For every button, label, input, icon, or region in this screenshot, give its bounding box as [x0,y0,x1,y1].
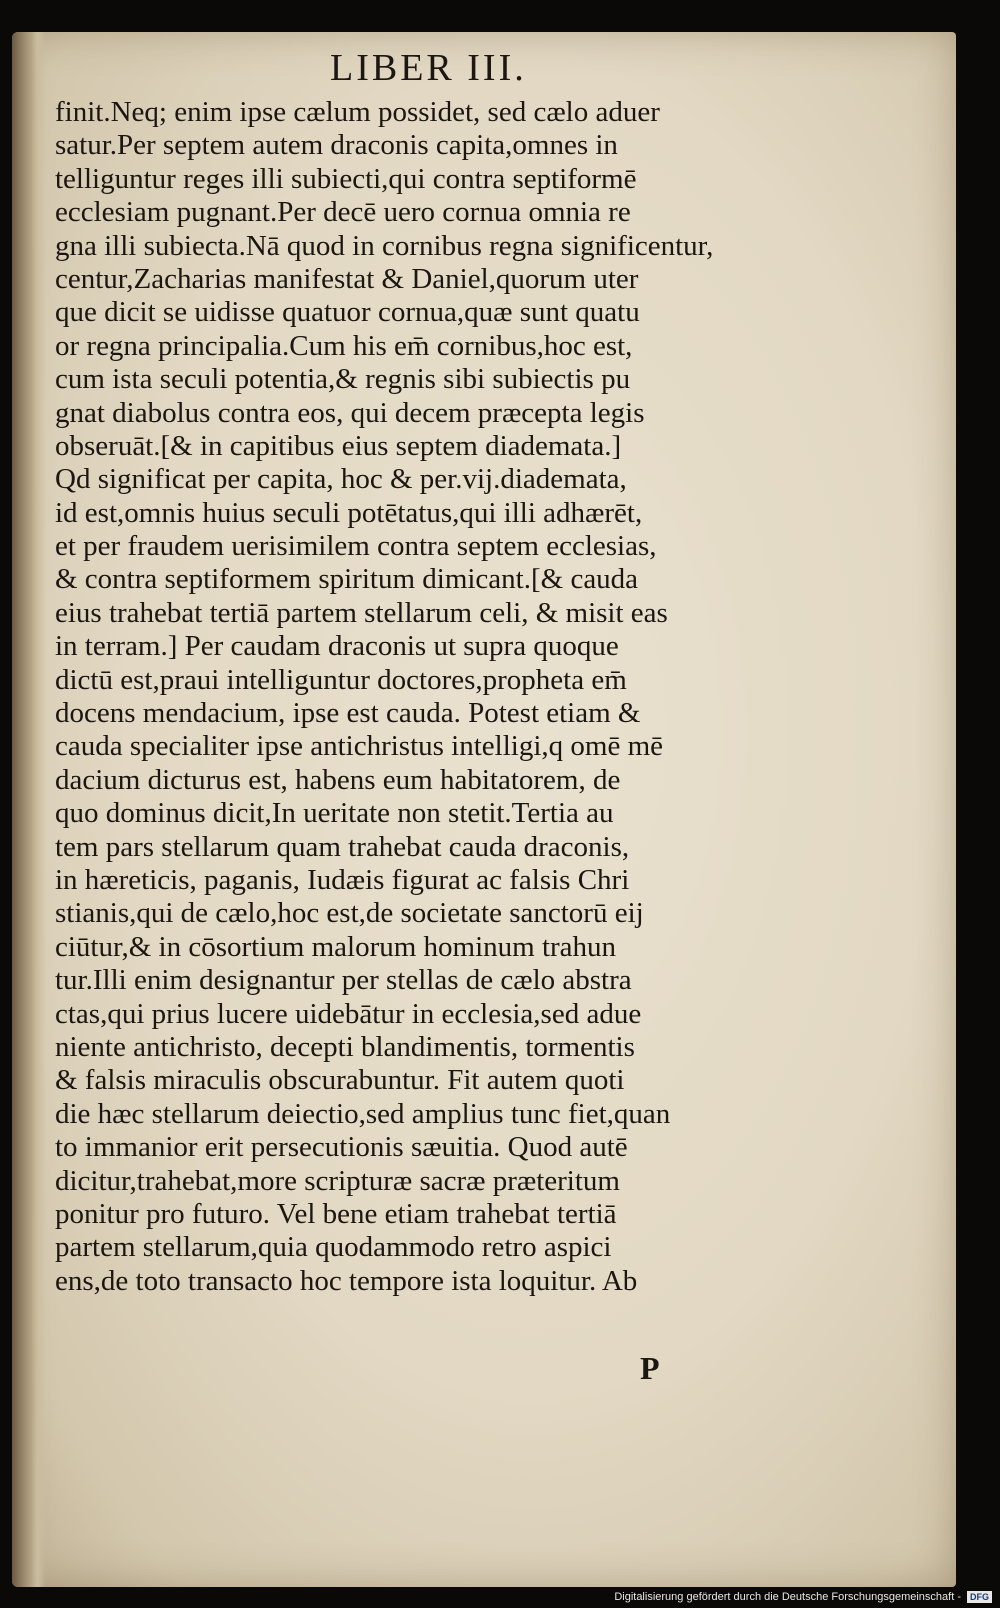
dfg-logo: DFG [967,1591,992,1603]
text-line: cum ista seculi potentia,& regnis sibi subiectis pu [55,363,631,396]
text-line: dacium dicturus est, habens eum habitatorem, de [55,763,621,796]
text-line: centur,Zacharias manifestat & Daniel,quorum uter [55,262,639,295]
text-line: tem pars stellarum quam trahebat cauda draconis, [55,830,630,863]
text-line: to immanior erit persecutionis sæuitia. Quod autē [55,1131,628,1164]
text-line: satur.Per septem autem draconis capita,omnes in [55,129,618,162]
page-binding-edge [12,32,46,1587]
text-line: ctas,qui prius lucere uidebātur in ecclesia,sed adue [55,997,642,1030]
text-line: gnat diabolus contra eos, qui decem præcepta legis [55,396,645,429]
text-line: & contra septiformem spiritum dimicant.[& cauda [55,563,639,596]
text-line: ecclesiam pugnant.Per decē uero cornua omnia re [55,196,631,229]
page-running-header: LIBER III. [330,47,527,89]
text-line: or regna principalia.Cum his em̄ cornibus,hoc est, [55,329,633,362]
text-line: in terram.] Per caudam draconis ut supra quoque [55,630,619,663]
text-line: et per fraudem uerisimilem contra septem ecclesias, [55,530,657,563]
text-line: partem stellarum,quia quodammodo retro aspici [55,1231,612,1264]
text-line: die hæc stellarum deiectio,sed amplius tunc fiet,quan [55,1097,671,1130]
text-line: id est,omnis huius seculi potētatus,qui illi adhærēt, [55,496,643,529]
text-line: ponitur pro futuro. Vel bene etiam trahebat tertiā [55,1197,617,1230]
page-body-text [55,96,915,1298]
text-line: finit.Neq; enim ipse cælum possidet, sed cælo aduer [55,96,660,128]
text-line: gna illi subiecta.Nā quod in cornibus regna significentur, [55,229,714,262]
text-line: Qd significat per capita, hoc & per.vij.diademata, [55,463,627,496]
text-line: que dicit se uidisse quatuor cornua,quæ sunt quatu [55,296,640,329]
text-line: & falsis miraculis obscurabuntur. Fit autem quoti [55,1064,625,1097]
text-line: dictū est,praui intelliguntur doctores,propheta em̄ [55,663,627,696]
text-line: stianis,qui de cælo,hoc est,de societate sanctorū eij [55,897,644,930]
text-line: quo dominus dicit,In ueritate non stetit.Tertia au [55,797,614,830]
digitization-credit [614,1590,992,1604]
text-line: ens,de toto transacto hoc tempore ista loquitur. Ab [55,1264,638,1297]
credit-text: Digitalisierung gefördert durch die Deutsche Forschungsgemeinschaft - [614,1591,961,1603]
text-line: ciūtur,& in cōsortium malorum hominum trahun [55,930,617,963]
text-line: eius trahebat tertiā partem stellarum celi, & misit eas [55,596,668,629]
text-line: docens mendacium, ipse est cauda. Potest etiam & [55,697,641,730]
signature-mark: P [640,1350,660,1386]
text-line: cauda specialiter ipse antichristus intelligi,q omē mē [55,730,664,763]
text-line: obseruāt.[& in capitibus eius septem diademata.] [55,429,622,462]
text-line: dicitur,trahebat,more scripturæ sacræ præteritum [55,1164,620,1197]
text-line: tur.Illi enim designantur per stellas de cælo abstra [55,964,632,997]
text-line: telliguntur reges illi subiecti,qui contra septiformē [55,162,637,195]
text-line: in hæreticis, paganis, Iudæis figurat ac falsis Chri [55,863,630,896]
text-line: niente antichristo, decepti blandimentis, tormentis [55,1030,635,1063]
